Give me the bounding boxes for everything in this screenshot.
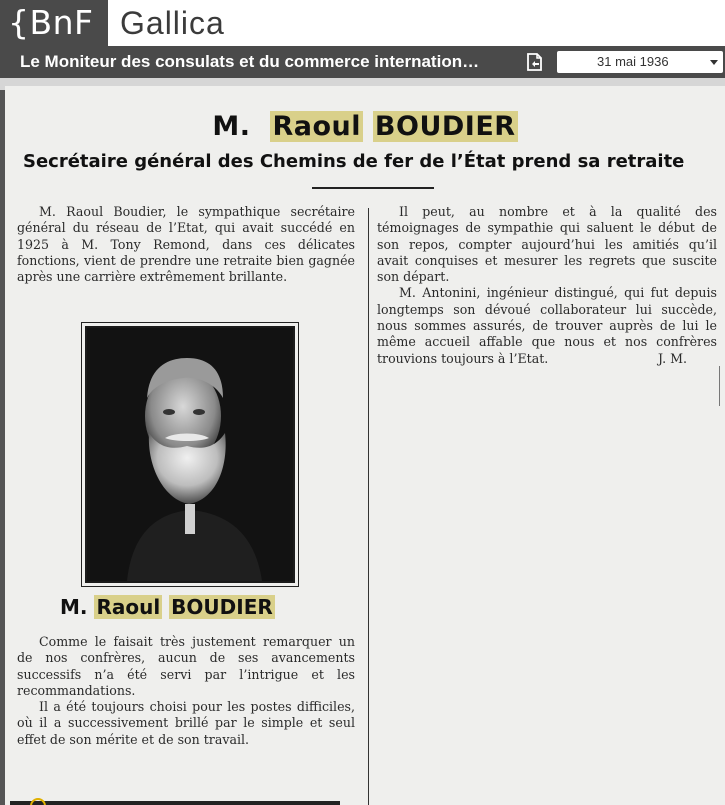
right-column	[377, 204, 717, 367]
intro-paragraph: M. Raoul Boudier, le sympathique secrétaire général du réseau de l’Etat, qui avait succédé en 1925 à M. Tony Remond, dans ces délicates fonctions, vient de prendre une retraite bien gagnée après une carrière extrêmement brillante.	[17, 204, 355, 285]
chevron-down-icon	[710, 60, 718, 65]
caption-surname: BOUDIER	[171, 595, 273, 619]
bnf-logo[interactable]	[0, 0, 108, 46]
scanned-page	[5, 86, 725, 805]
top-bar	[0, 0, 725, 46]
body-paragraph-1: Comme le faisait très justement remarquer un de nos confrères, aucun de ses avancements successifs n’a été servi par l’intrigue et les recommandations.	[17, 634, 355, 698]
title-rule	[312, 187, 434, 189]
title-prefix: M.	[212, 111, 251, 142]
document-title[interactable]: Le Moniteur des consulats et du commerce internation…	[20, 52, 480, 71]
document-bar	[0, 46, 725, 78]
article-title	[5, 111, 725, 142]
issue-date-value: 31 mai 1936	[597, 54, 669, 69]
signature: J. M.	[658, 350, 687, 366]
right-paragraph-1: Il peut, au nombre et à la qualité des témoignages de sympathie qui saluent le début de son repos, compter aujourd’hui les amitiés qu’il avait conquises et mesurer les regrets que suscite son départ.	[377, 204, 717, 285]
document-viewer[interactable]	[0, 78, 725, 805]
bnf-logo-text: {BnF	[8, 3, 94, 42]
column-divider	[368, 208, 369, 805]
circle-mark-icon	[30, 798, 46, 805]
right-paragraph-2: M. Antonini, ingénieur distingué, qui fut depuis longtemps son dévoué collaborateur lui succède, nous sommes assurés, de trouver auprès de lui le même accueil affable que nous et nos confrères trouvions toujours à l’Etat.	[377, 285, 717, 366]
article-subtitle: Secrétaire général des Chemins de fer de l’État prend sa retraite	[23, 151, 685, 172]
left-column-body	[17, 634, 355, 748]
caption-prefix: M.	[60, 595, 88, 619]
portrait-photo	[85, 326, 295, 583]
title-first-name: Raoul	[272, 111, 361, 142]
body-paragraph-2: Il a été toujours choisi pour les postes difficiles, où il a successivement brillé par le simple et seul effet de son mérite et de son travail.	[17, 699, 355, 747]
photo-caption	[60, 595, 275, 619]
bottom-band	[10, 801, 340, 805]
caption-first-name: Raoul	[96, 595, 161, 619]
page-view-icon[interactable]	[523, 51, 545, 73]
app-title[interactable]: Gallica	[120, 5, 225, 41]
issue-date-select[interactable]	[557, 51, 723, 73]
title-surname: BOUDIER	[374, 111, 516, 142]
right-edge-rule	[719, 366, 720, 406]
left-column-intro	[17, 204, 355, 285]
